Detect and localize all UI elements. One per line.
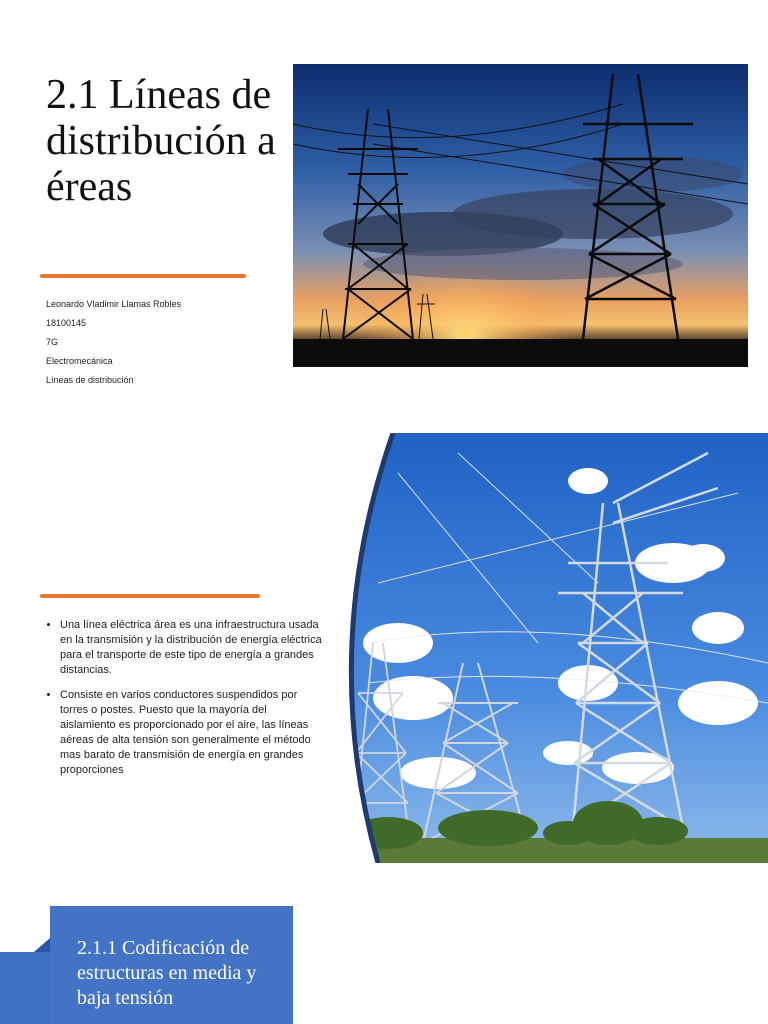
sunset-towers-image (293, 64, 748, 367)
power-towers-blue-sky-photo (338, 433, 768, 863)
title-accent-line (40, 274, 246, 278)
slide-title-heading: 2.1 Líneas de distribución aéreas (46, 72, 276, 210)
bullet-item: • Consiste en varios conductores suspendidos por torres o postes. Puesto que la mayoría del aislamiento es proporcionado por el aire, las líneas aéreas de alta tensión son generalmente el método mas barato de transmisión de energía en grandes proporciones (60, 688, 322, 778)
bullet-list (46, 618, 322, 788)
slide-section-header (0, 890, 768, 1024)
group: 7G (46, 337, 59, 347)
student-id: 18100145 (46, 318, 87, 328)
section-title: 2.1.1 Codificación de estructuras en media y baja tensión (77, 937, 257, 1009)
slide-content (0, 400, 768, 890)
power-towers-sunset-photo (293, 64, 748, 367)
bullet-item: • Una línea eléctrica área es una infraestructura usada en la transmisión y la distribución de energía eléctrica para el transporte de este tipo de energía a grandes distancias. (60, 618, 322, 678)
content-accent-line (40, 594, 260, 598)
career: Electromecánica (46, 356, 113, 366)
blue-sky-towers-image (338, 433, 768, 863)
subject: Líneas de distribución (46, 375, 134, 385)
blue-accent-fold (34, 938, 50, 952)
author-name: Leonardo Vladimir Llamas Robles (46, 299, 182, 309)
blue-accent-strip (0, 952, 50, 1024)
slide-title (0, 0, 768, 400)
author-info-list (46, 295, 181, 390)
